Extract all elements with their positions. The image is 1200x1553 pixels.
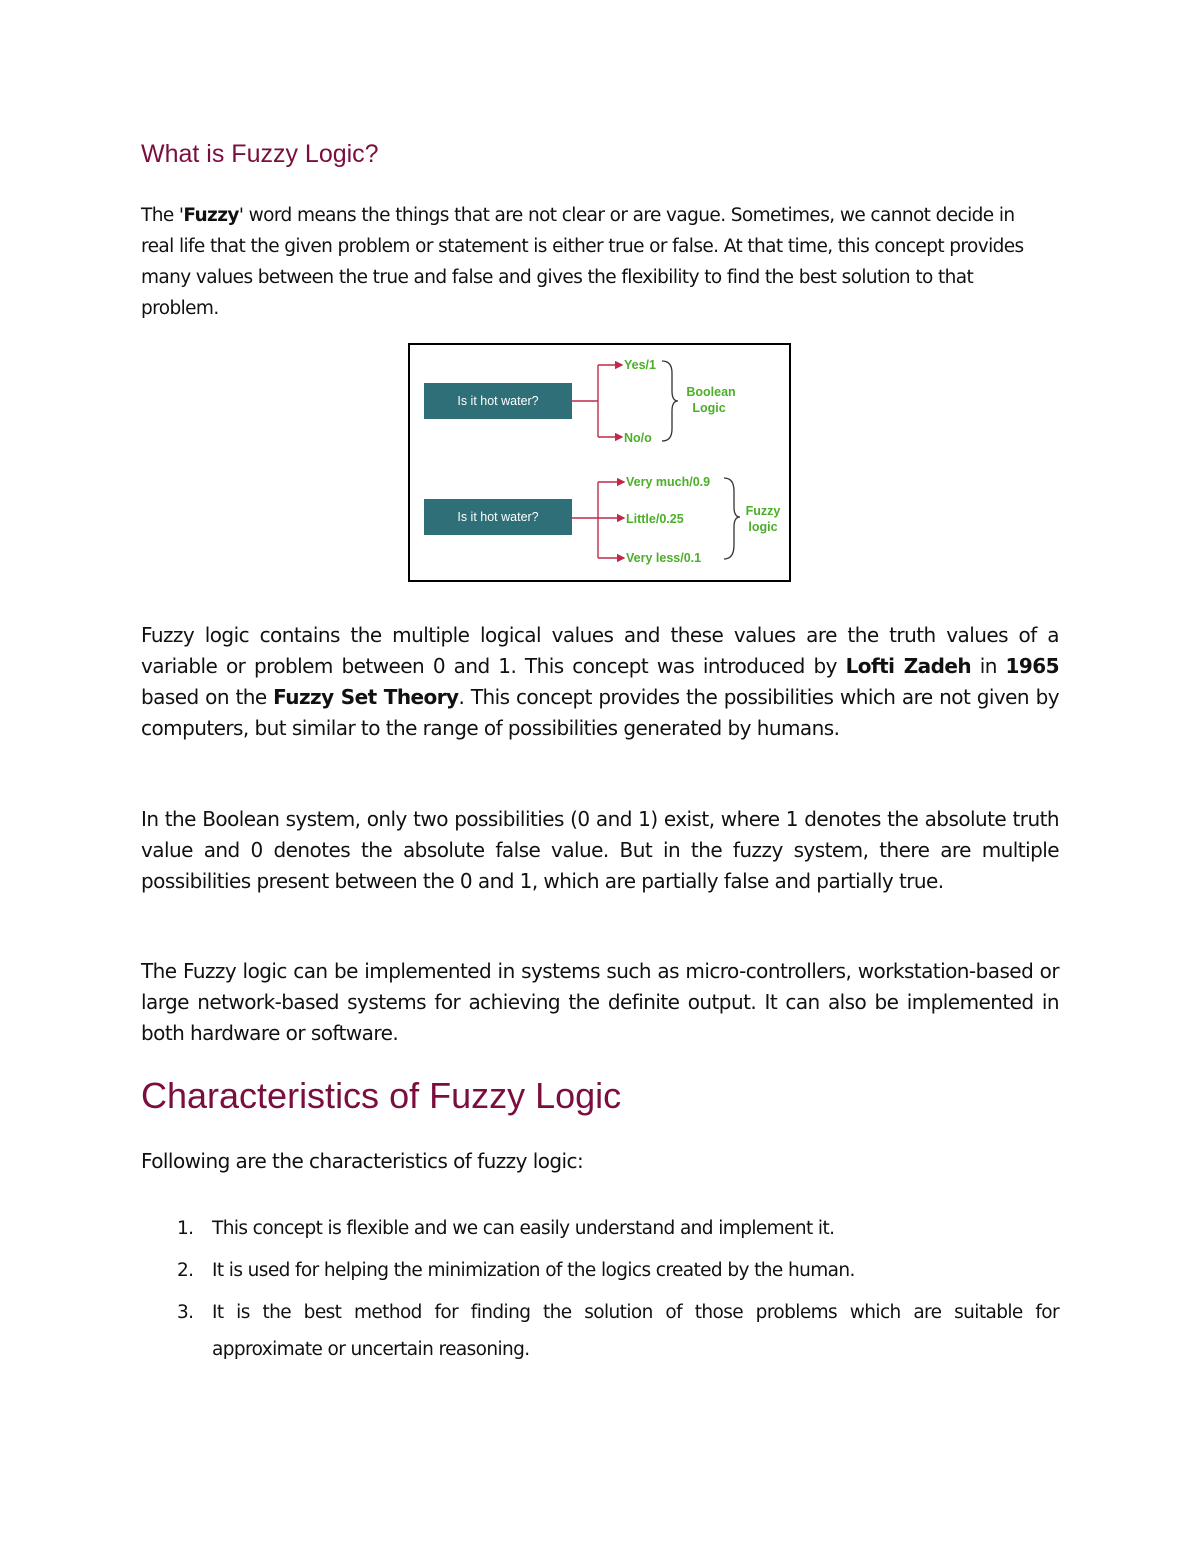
p2-bold-year: 1965: [1005, 654, 1059, 678]
fuzzy-logic-label-1: Fuzzy: [745, 504, 781, 518]
fuzzy-little-label: Little/0.25: [626, 512, 684, 526]
p2-text-2: in: [971, 654, 1006, 678]
p2-text-3: based on the: [141, 685, 274, 709]
list-item-text: This concept is flexible and we can easily understand and implement it.: [212, 1218, 835, 1239]
list-item: [141, 1213, 1059, 1244]
question-text-2: Is it hot water?: [457, 510, 539, 524]
p2-text-4: . This concept provides the possibilities which are not given by computers, but similar to the range of possibilities generated by humans.: [141, 685, 1059, 740]
intro-text-pre: The ': [141, 205, 184, 226]
characteristics-intro: Following are the characteristics of fuzzy logic:: [141, 1149, 584, 1173]
fuzzy-very-much-label: Very much/0.9: [626, 475, 711, 489]
list-item: [141, 1255, 1059, 1286]
heading-what-is-fuzzy-logic: What is Fuzzy Logic?: [141, 140, 379, 168]
characteristics-list: [141, 1213, 1059, 1368]
list-item-number: 3.: [177, 1302, 194, 1323]
paragraph-zadeh: [141, 620, 1059, 744]
boolean-yes-label: Yes/1: [624, 358, 656, 372]
list-item: [141, 1294, 1059, 1368]
boolean-arrows: [572, 365, 622, 437]
fuzzy-very-less-label: Very less/0.1: [626, 551, 702, 565]
p2-bold-author: Lofti Zadeh: [845, 654, 972, 678]
fuzzy-logic-label-2: logic: [748, 520, 778, 534]
fuzzy-arrows: [572, 482, 624, 558]
intro-paragraph: [141, 200, 1041, 324]
intro-text-post: ' word means the things that are not clear or are vague. Sometimes, we cannot decide in real life that the given problem or statement is either true or false. At that time, this concept provides many values between the true and false and gives the flexibility to find the best solution to that problem.: [141, 205, 1024, 319]
list-item-text: It is used for helping the minimization of the logics created by the human.: [212, 1260, 855, 1281]
list-item-number: 2.: [177, 1260, 194, 1281]
question-text-1: Is it hot water?: [457, 394, 539, 408]
p2-bold-theory: Fuzzy Set Theory: [273, 685, 459, 709]
boolean-no-label: No/o: [624, 431, 652, 445]
list-item-number: 1.: [177, 1218, 194, 1239]
diagram-svg: [410, 345, 789, 580]
p2-text-1: Fuzzy logic contains the multiple logical values and these values are the truth values of a variable or problem between 0 and 1. This concept was introduced by: [141, 623, 1059, 678]
heading-characteristics: Characteristics of Fuzzy Logic: [141, 1075, 622, 1116]
paragraph-implementation: The Fuzzy logic can be implemented in systems such as micro-controllers, workstation-based or large network-based systems for achieving the definite output. It can also be implemented in both hardware or software.: [141, 959, 1059, 1045]
list-item-text: It is the best method for finding the solution of those problems which are suitable for approximate or uncertain reasoning.: [212, 1302, 1059, 1360]
boolean-brace-icon: [662, 361, 678, 441]
fuzzy-brace-icon: [724, 478, 740, 559]
intro-text-bold: Fuzzy: [183, 205, 239, 226]
boolean-vs-fuzzy-diagram: [408, 343, 791, 582]
boolean-logic-label-1: Boolean: [686, 385, 736, 399]
paragraph-boolean-system: In the Boolean system, only two possibilities (0 and 1) exist, where 1 denotes the absolute truth value and 0 denotes the absolute false value. But in the fuzzy system, there are multiple possibilities present between the 0 and 1, which are partially false and partially true.: [141, 807, 1059, 893]
boolean-logic-label-2: Logic: [692, 401, 726, 415]
